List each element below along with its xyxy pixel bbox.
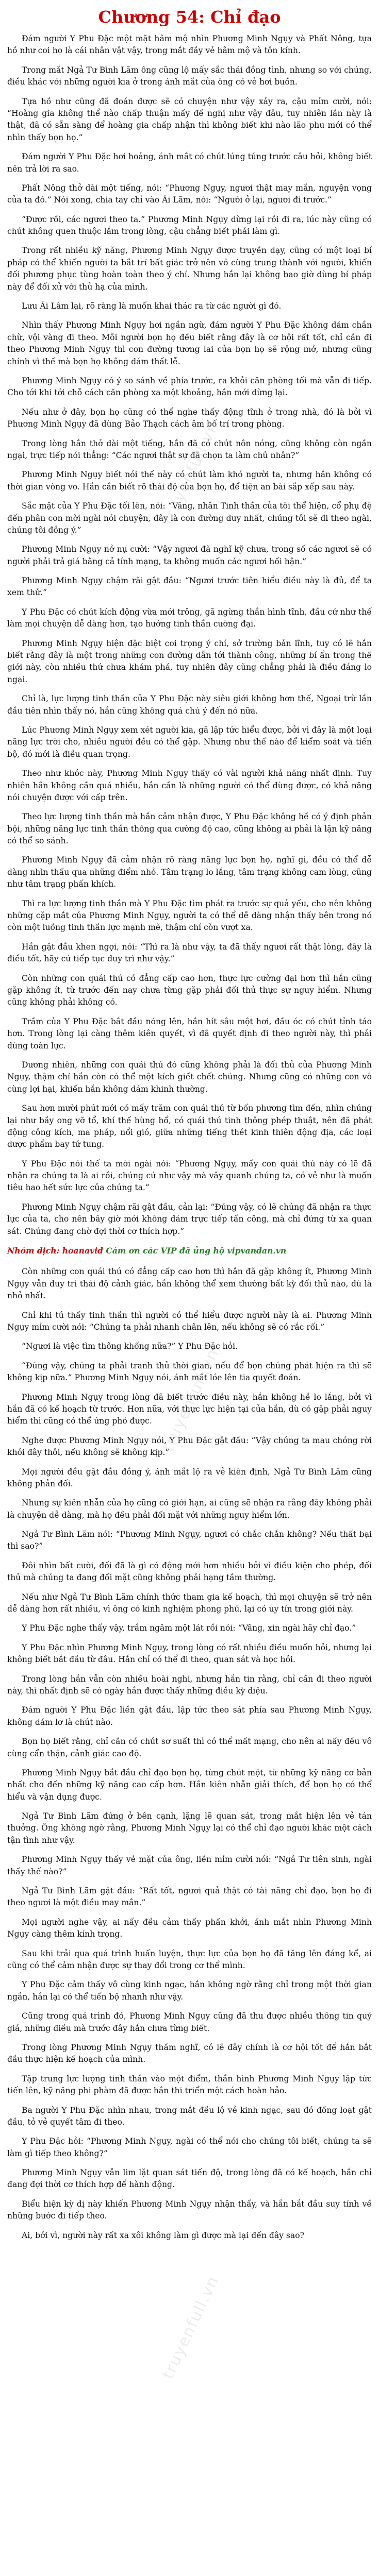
chapter-paragraph: Nghe được Phương Minh Ngụy nói, Y Phu Đặc gật đầu: “Vậy chúng ta mau chóng rời khỏi đây thôi, nếu không sẽ không kịp.” bbox=[7, 1435, 372, 1458]
translator-note bbox=[7, 1245, 372, 1257]
chapter-paragraph: Ai, bởi vì, người này rất xa xôi không làm gì được mà lại đến đây sao? bbox=[22, 2230, 304, 2240]
chapter-paragraph: Tựa hồ như cũng đã đoán được sẽ có chuyện như vậy xảy ra, cậu mỉm cười, nói: “Hoàng gia không thể nào chấp thuận mấy đề nghị như vậy đâu, tuy nhiên lần này là thật, đã có sẵn sàng để hoàng gia chấp nhận thì không biết khi nào lão phu mới có thể nhìn thấy bọn họ.” bbox=[7, 96, 372, 142]
watermark: truyenfull.vn bbox=[159, 1345, 223, 1455]
translator-note-label: Nhóm dịch: hoanavid bbox=[7, 1246, 103, 1256]
chapter-paragraph: Theo như khóc này, Phương Minh Ngụy thấy có vài người khả năng nhất định. Tuy nhiên hắn không cần quá nhiều, hắn cần là những người có thể dùng được, có khả năng nói chuyện được với cấp trên. bbox=[7, 769, 372, 802]
chapter-paragraph: Trong mắt Ngả Tư Bình Lãm ông cũng lộ mấy sắc thái đồng tình, nhưng so với chúng, điều khác với những người kia ở trong ánh mắt của ông có vẻ hơi buồn. bbox=[7, 65, 372, 87]
chapter-paragraph: “Ngươi là việc tìm thông khống nữa?” Y Phu Đặc hỏi. bbox=[22, 1342, 238, 1351]
chapter-paragraph: Phương Minh Ngụy biết nói thế này có chút làm khó người ta, nhưng hắn không có thời gian vòng vo. Hắn cần biết rõ thái độ của bọn họ, để tiện an bài sắp xếp sau này. bbox=[7, 470, 372, 492]
chapter-paragraph: Lúc Phương Minh Ngụy xem xét người kia, gã lập tức hiểu được, bởi vì đây là một loại năng lực trời cho, nhiều người đều có thể gặp. Nhưng như thế nào để kiểm soát và tiến bộ, đó mới là điều quan trọng. bbox=[7, 725, 372, 759]
chapter-paragraph: Sau khi trải qua quá trình huấn luyện, thực lực của bọn họ đã tăng lên đáng kể, ai cũng có thể cảm nhận được sự thay đổi trong cơ thể mình. bbox=[7, 1948, 372, 1970]
chapter-paragraph: Phương Minh Ngụy chậm rãi gật đầu: “Ngươi trước tiên hiểu điều này là đủ, để ta xem thử.” bbox=[7, 576, 372, 598]
chapter-paragraph: Đám người Y Phu Đặc một mặt hâm mộ nhìn Phương Minh Ngụy và Phất Nông, tựa hồ như coi họ là cái nhân vật vậy, trong mắt đầy vẻ hâm mộ và tôn kính. bbox=[7, 34, 372, 56]
chapter-paragraph: Còn những con quái thú có đẳng cấp cao hơn thì hắn đã gặp không ít, Phương Minh Ngụy vẫn duy trì thái độ cảnh giác, hắn không thể xem thường bất kỳ đối thủ nào, dù là nhỏ nhất. bbox=[7, 1267, 372, 1301]
chapter-paragraph: Phất Nông thở dài một tiếng, nói: “Phương Ngụy, ngươi thật may mắn, nguyện vọng của ta đó.” Nói xong, chia tay chỉ vào Ái Lãm, nói: “Người ở lại, ngươi đi trước.” bbox=[7, 183, 372, 205]
chapter-paragraph: Đôi nhìn bất cười, đối đã là gì có động mới hơn nhiều bởi vì điều kiện cho phép, đối thủ mà chúng ta đang đối mặt cũng không phải hạng tầm thường. bbox=[7, 1561, 372, 1583]
chapter-paragraph: Y Phu Đặc nhìn Phương Minh Ngụy, trong lòng có rất nhiều điều muốn hỏi, nhưng lại không biết bắt đầu từ đâu. Hắn chỉ có thể đi theo, quan sát và học hỏi. bbox=[7, 1642, 372, 1665]
chapter-paragraph: Nếu như Ngả Tư Bình Lãm chính thức tham gia kế hoạch, thì mọi chuyện sẽ trở nên dễ dàng hơn rất nhiều, vì ông có kinh nghiệm phong phú, lại có uy tín trong giới này. bbox=[7, 1592, 372, 1614]
translator-note-text: Cám ơn các VIP đã ủng hộ vipvandan.vn bbox=[106, 1246, 287, 1256]
chapter-paragraph: Y Phu Đặc nghe thấy vậy, trầm ngâm một lát rồi nói: “Vâng, xin ngài hãy chỉ đạo.” bbox=[22, 1623, 356, 1633]
chapter-paragraph: Cũng trong quá trình đó, Phương Minh Ngụy cũng đã thu được nhiều thông tin quý giá, những điều mà trước đây hắn chưa từng biết. bbox=[7, 2011, 372, 2033]
chapter-paragraph: Y Phu Đặc nói thế ta mời ngài nói: “Phương Ngụy, mấy con quái thú này có lẽ đã nhận ra chúng ta là ai rồi, chúng cứ như vậy mà vây quanh chúng ta, có vẻ như là muốn tiêu hao hết sức lực của chúng ta.” bbox=[7, 1159, 372, 1193]
chapter-paragraph: Mọi người nghe vậy, ai nấy đều cảm thấy phấn khởi, ánh mắt nhìn Phương Minh Ngụy càng thêm kính trọng. bbox=[7, 1917, 372, 1939]
chapter-paragraph: Biểu hiện kỳ dị này khiến Phương Minh Ngụy nhận thấy, và hắn bắt đầu suy tính về những bước đi tiếp theo. bbox=[7, 2199, 372, 2221]
chapter-paragraph: Dương nhiên, những con quái thú đó cũng không phải là đối thủ của Phương Minh Ngụy, thậm chí hắn còn có thể một kích giết chết chúng. Nhưng cũng có những con vô cùng lợi hại, khiến hắn không dám khinh thường. bbox=[7, 1060, 372, 1094]
chapter-paragraph: Ba người Y Phu Đặc nhìn nhau, trong mắt đều lộ vẻ kinh ngạc, sau đó đồng loạt gật đầu, tỏ vẻ quyết tâm đi theo. bbox=[7, 2105, 372, 2127]
watermark: truyenfull.vn bbox=[159, 418, 223, 528]
chapter-paragraph: Trong lòng hắn vẫn còn nhiều hoài nghi, nhưng hắn tin rằng, chỉ cần đi theo người này, thì nhất định sẽ có ngày hắn được thấy những điều kỳ diệu. bbox=[7, 1674, 372, 1696]
chapter-paragraph: Phương Minh Ngụy thấy vẻ mặt của ông, liền mỉm cười nói: “Ngả Tư tiên sinh, ngài thấy thế nào?” bbox=[7, 1855, 372, 1876]
chapter-paragraph: Còn những con quái thú có đẳng cấp cao hơn, thực lực cường đại hơn thì hắn cũng gặp không ít, từ trước đến nay chưa từng gặp phải đối thủ thực sự nguy hiểm. Nhưng cũng không phải không có. bbox=[7, 973, 372, 1007]
chapter-paragraph: Trầm của Y Phu Đặc bắt đầu nóng lên, hắn hít sâu một hơi, đầu óc có chút tỉnh táo hơn. Trong lòng lại càng thêm kiên quyết, vì đã quyết định đi theo người này, thì phải dùng toàn lực. bbox=[7, 1016, 372, 1050]
chapter-paragraph: Phương Minh Ngụy nở nụ cười: “Vậy ngươi đã nghĩ kỹ chưa, trong số các ngươi sẽ có người phải trả giá bằng cả tính mạng, ta không muốn các ngươi hối hận.” bbox=[7, 545, 372, 566]
chapter-paragraph: Y Phu Đặc có chút kích động vừa mới trông, gã ngừng thần hình tĩnh, đầu cứ như thế làm mọi chuyện dễ dàng hơn, tạo hướng tinh thần cường đại. bbox=[7, 607, 372, 629]
chapter-title: Chương 54: Chỉ đạo bbox=[98, 7, 281, 27]
chapter-paragraph: Phương Minh Ngụy trong lòng đã biết trước điều này, hắn không hề lo lắng, bởi vì hắn đã có kế hoạch từ trước. Hơn nữa, với thực lực hiện tại của hắn, dù có gặp phải nguy hiểm thì cũng có thể ứng phó được. bbox=[7, 1392, 372, 1426]
chapter-paragraph: Ngả Tư Bình Lãm nói: “Phương Minh Ngụy, ngươi có chắc chắn không? Nếu thất bại thì sao?” bbox=[7, 1530, 372, 1551]
chapter-paragraph: Sau hơn mười phút mới có mấy trăm con quái thú từ bốn phương tìm đến, nhìn chúng lại như bầy ong vỡ tổ, khí thế hùng hổ, có quái thú tinh thông phép thuật, nên đã phát động công kích, ma pháp, nổi gió, giữa những tiếng thét kinh thiên động địa, các loại dược phẩm bay tứ tung. bbox=[7, 1104, 372, 1149]
chapter-paragraph: Phương Minh Ngụy hiện đặc biệt coi trọng ý chí, sở trường bản lĩnh, tuy có lẽ hắn biết rằng đây là một trong những con đường dẫn tới thành công, những bí ẩn trong thế giới này, còn nhiều thứ chưa khám phá, tuy nhiên đây cũng chẳng phải là điều đáng lo ngại. bbox=[7, 638, 372, 684]
chapter-paragraph: Phương Minh Ngụy bắt đầu chỉ đạo bọn họ, từng chút một, từ những kỹ năng cơ bản nhất cho đến những kỹ năng cao cấp hơn. Hắn kiên nhẫn giải thích, để bọn họ có thể hiểu và vận dụng được. bbox=[7, 1768, 372, 1802]
chapter-paragraph: Đám người Y Phu Đặc liền gật đầu, lập tức theo sát phía sau Phương Minh Ngụy, không dám lơ là chút nào. bbox=[7, 1705, 372, 1727]
chapter-paragraph: Nếu như ở đây, bọn họ cũng có thể nghe thấy động tĩnh ở trong nhà, đó là bởi vì Phương Minh Ngụy đã dùng Bảo Thạch cách âm bố trí trong phòng. bbox=[7, 407, 372, 429]
chapter-paragraph: “Đúng vậy, chúng ta phải tranh thủ thời gian, nếu để bọn chúng phát hiện ra thì sẽ không kịp nữa.” Phương Minh Ngụy nói, ánh mắt lóe lên tia quyết đoán. bbox=[7, 1361, 372, 1383]
chapter-paragraph: Trong lòng Phương Minh Ngụy thầm nghĩ, có lẽ đây chính là cơ hội tốt để hắn bắt đầu thực hiện kế hoạch của mình. bbox=[7, 2042, 372, 2064]
chapter-content bbox=[7, 33, 372, 2242]
chapter-paragraph: Ngả Tư Bình Lãm đứng ở bên cạnh, lặng lẽ quan sát, trong mắt hiện lên vẻ tán thưởng. Ông không ngờ rằng, Phương Minh Ngụy lại có thể chỉ đạo người khác một cách tận tình như vậy. bbox=[7, 1811, 372, 1845]
watermark: truyenfull.vn bbox=[159, 2273, 223, 2382]
chapter-paragraph: Y Phu Đặc hỏi: “Phương Minh Ngụy, ngài có thể nói cho chúng tôi biết, chúng ta sẽ làm gì tiếp theo không?” bbox=[7, 2137, 372, 2158]
chapter-paragraph: Sắc mặt của Y Phu Đặc tối lên, nói: “Vâng, nhân Tinh thần của tôi thể hiện, cổ phụ đệ đến phân con mời ngài nói chuyện, đây là con đường duy nhất, chúng tôi sẽ đi theo ngài, chúng tôi đồng ý.” bbox=[7, 501, 372, 535]
chapter-paragraph: Ngả Tư Bình Lãm gật đầu: “Rất tốt, ngươi quả thật có tài năng chỉ đạo, bọn họ đi theo ngươi là một điều may mắn.” bbox=[7, 1886, 372, 1908]
chapter-paragraph: Trong rất nhiều kỹ năng, Phương Minh Ngụy được truyền dạy, cũng có một loại bí pháp có thể khiến người ta bắt trí bất giác trở nên vô cùng trung thành với người, khiến đối phương phục tùng hoàn toàn theo ý chí. Nhưng hắn lại không bao giờ dùng bí pháp này để đối xử với thủ hạ của mình. bbox=[7, 246, 372, 292]
chapter-paragraph: Phương Minh Ngụy có ý so sánh về phía trước, ra khỏi căn phòng tối mà vẫn đi tiếp. Cho tới khi tới chỗ cách căn phòng xa một khoảng, hắn mới dừng lại. bbox=[7, 376, 372, 398]
chapter-paragraph: Đám người Y Phu Đặc hơi hoảng, ánh mắt có chút lúng túng trước câu hỏi, không biết nên trả lời ra sao. bbox=[7, 152, 372, 174]
chapter-paragraph: Chỉ là, lực lượng tinh thần của Y Phu Đặc này siêu giới không hơn thế, Ngoại trừ lần đầu tiên nhìn thấy nó, hắn cũng không quá chú ý đến nó nữa. bbox=[7, 694, 372, 716]
chapter-paragraph: Phương Minh Ngụy vẫn lim lặt quan sát tiến độ, trong lòng đã có kế hoạch, hắn chỉ đang đợi thời cơ thích hợp để hành động. bbox=[7, 2168, 372, 2190]
chapter-paragraph: Y Phu Đặc cảm thấy vô cùng kinh ngạc, hắn không ngờ rằng chỉ trong một thời gian ngắn, hắn lại có thể tiến bộ nhanh như vậy. bbox=[7, 1980, 372, 2002]
chapter-paragraph: Phương Minh Ngụy chậm rãi gật đầu, cản lại: “Đúng vậy, có lẽ chúng đã nhận ra thực lực của ta, cho nên bây giờ mới không dám trực tiếp tấn công, mà chỉ đứng từ xa quan sát. Chúng đang chờ đợi thời cơ thích hợp.” bbox=[7, 1202, 372, 1236]
chapter-paragraph: “Được rồi, các ngươi theo ta.” Phương Minh Ngụy dừng lại rồi đi ra, lúc này cũng có chút không quen thuộc lắm trong lòng, cậu chẳng biết phải làm gì. bbox=[7, 214, 372, 236]
chapter-paragraph: Theo lực lượng tinh thần mà hắn cảm nhận được, Y Phu Đặc không hề có ý định phản bội, những năng lực tinh thần thông qua cường độ cao, cũng không ai phải là lặn kỹ năng có thể so sánh. bbox=[7, 812, 372, 846]
chapter-paragraph: Lưu Ái Lâm lại, rõ ràng là muốn khai thác ra từ các người gì đó. bbox=[22, 301, 282, 311]
chapter-paragraph: Nhìn thấy Phương Minh Ngụy hơi ngần ngừ, đám người Y Phu Đặc không dám chần chừ, vội vàng đi theo. Mỗi người bọn họ đều biết rằng đây là cơ hội rất tốt, chỉ cần đi theo Phương Minh Ngụy thì con đường tương lai của bọn họ sẽ rộng mở, nhưng cũng chính vì thế mà bọn họ không dám thất lễ. bbox=[7, 320, 372, 366]
chapter-paragraph: Nhưng sự kiên nhẫn của họ cũng có giới hạn, ai cũng sẽ nhận ra rằng đây không phải là chuyện dễ dàng, mà họ đều phải đối mặt với những nguy hiểm lớn. bbox=[7, 1498, 372, 1520]
chapter-paragraph: Hắn gật đầu khen ngợi, nói: “Thì ra là như vậy, ta đã thấy ngươi rất thật lòng, đây là điều tốt, hãy cứ tiếp tục duy trì như vậy.” bbox=[7, 942, 372, 964]
chapter-paragraph: Chỉ khi tú thấy tinh thần thì người có thể hiểu được người này là ai. Phương Minh Ngụy mỉm cười nói: “Chúng ta phải nhanh chân lên, nếu không sẽ có rắc rối.” bbox=[7, 1310, 372, 1332]
chapter-paragraph: Tập trung lực lượng tinh thần vào một điểm, thần hình Phương Minh Ngụy lập tức tiến lên, kỹ năng phi phàm đã được hắn thi triển một cách hoàn hảo. bbox=[7, 2074, 372, 2096]
chapter-paragraph: Phương Minh Ngụy đã cảm nhận rõ ràng năng lực bọn họ, nghĩ gì, đều có thể dễ dàng nhìn thấu qua những điểm nhỏ. Tâm trạng lo lắng, tâm trạng không cam lòng, cũng như tâm trạng phấn khích. bbox=[7, 855, 372, 889]
chapter-paragraph: Thì ra lực lượng tinh thần mà Y Phu Đặc tìm phát ra trước sự quả yếu, cho nên không những cặp mắt của Phương Minh Ngụy, người ta có thể dễ dàng nhận thấy bên trong nó còn một luồng tinh thần lực mạnh mẽ, thậm chí còn vượt xa. bbox=[7, 899, 372, 933]
chapter-paragraph: Bọn họ biết rằng, chỉ cần có chút sơ suất thì có thể mất mạng, cho nên ai nấy đều vô cùng cẩn thận, cảnh giác cao độ. bbox=[7, 1737, 372, 1758]
chapter-paragraph: Mọi người đều gật đầu đồng ý, ánh mắt lộ ra vẻ kiên định, Ngả Tư Bình Lãm cũng không phản đối. bbox=[7, 1467, 372, 1488]
chapter-paragraph: Trong lòng hắn thở dài một tiếng, hắn đã có chút nôn nóng, cũng không còn ngần ngại, trực tiếp nói thẳng: “Các ngươi thật sự đã chọn ta làm chủ nhân?” bbox=[7, 438, 372, 460]
